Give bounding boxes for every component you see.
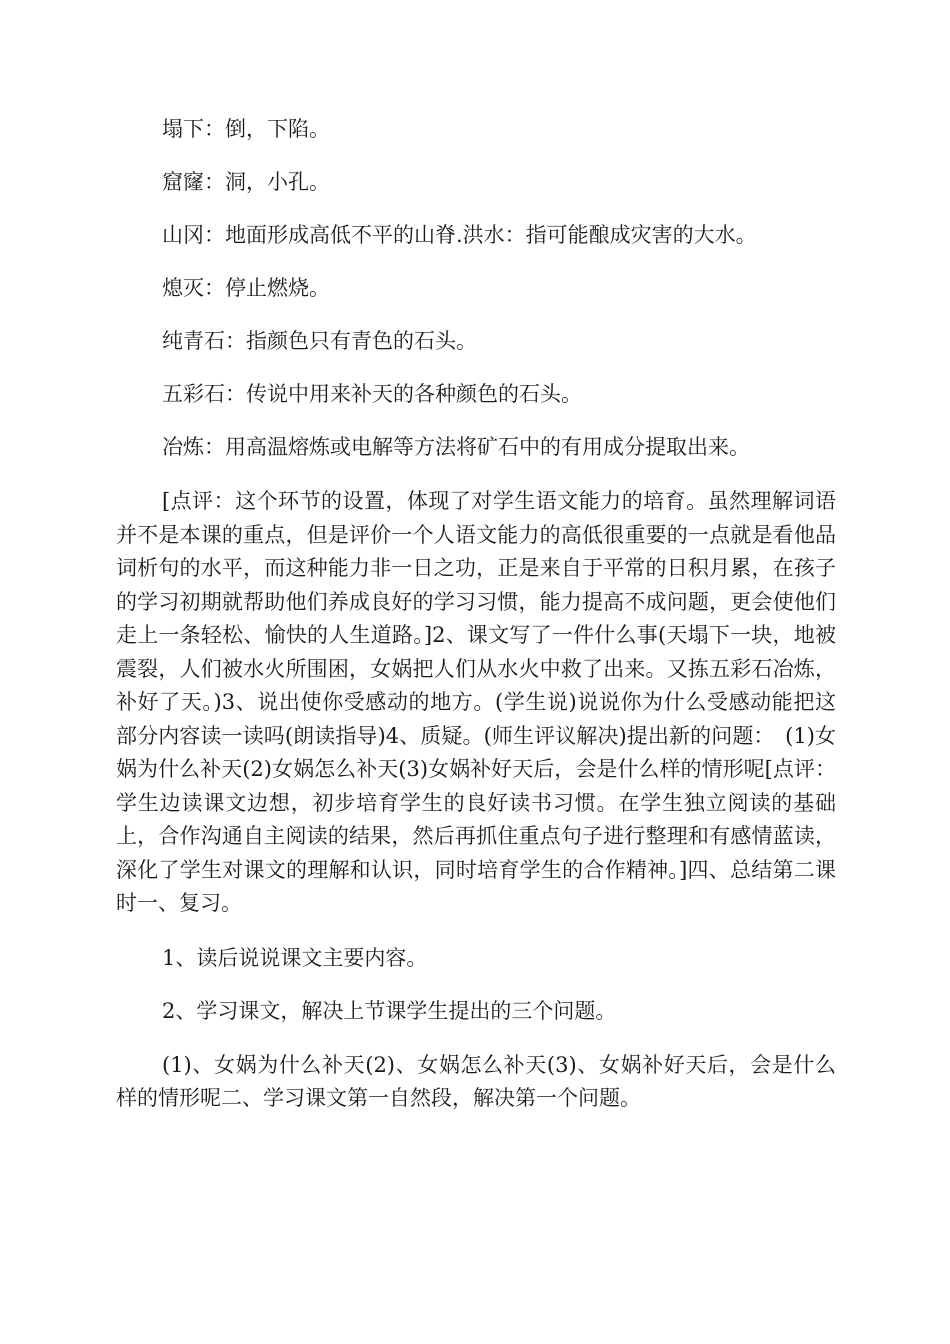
final-paragraph: (1)、女娲为什么补天(2)、女娲怎么补天(3)、女娲补好天后，会是什么样的情形呢二、学习课文第一自然段，解决第一个问题。: [116, 1052, 836, 1110]
step-1: 1、读后说说课文主要内容。: [162, 945, 428, 970]
definition-yelian: 冶炼：用高温熔炼或电解等方法将矿石中的有用成分提取出来。: [162, 435, 750, 459]
comment-paragraph: [点评：这个环节的设置，体现了对学生语文能力的培育。虽然理解词语并不是本课的重点，但是评价一个人语文能力的高低很重要的一点就是看他品词析句的水平，而这种能力非一日之功，正是来自于平常的日积月累，在孩子的学习初期就帮助他们养成良好的学习习惯，能力提高不成问题，更会使他们走上一条轻松、愉快的人生道路。]2、课文写了一件什么事(天塌下一块，地被震裂，人们被水火所围困，女娲把人们从水火中救了出来。又拣五彩石冶炼，补好了天。)3、说出使你受感动的地方。(学生说)说说你为什么受感动能把这部分内容读一读吗(朗读指导)4、质疑。(师生评议解决)提出新的问题： (1)女娲为什么补天(2)女娲怎么补天(3)女娲补好天后，会是什么样的情形呢[点评：学生边读课文边想，初步培育学生的良好读书习惯。在学生独立阅读的基础上，合作沟通自主阅读的结果，然后再抓住重点句子进行整理和有感情蓝读，深化了学生对课文的理解和认识，同时培育学生的合作精神。]四、总结第二课时一、复习。: [116, 489, 836, 915]
definition-ximie: 熄灭：停止燃烧。: [162, 276, 330, 300]
step-2: 2、学习课文，解决上节课学生提出的三个问题。: [162, 998, 617, 1023]
definition-tanxia: 塌下：倒，下陷。: [162, 117, 330, 141]
document-body: [116, 114, 836, 1116]
definition-kulong: 窟窿：洞，小孔。: [162, 170, 330, 194]
definition-chunqingshi: 纯青石：指颜色只有青色的石头。: [162, 329, 477, 353]
definition-wucaishi: 五彩石：传说中用来补天的各种颜色的石头。: [162, 382, 582, 406]
definition-shangang: 山冈：地面形成高低不平的山脊.洪水：指可能酿成灾害的大水。: [162, 223, 757, 247]
